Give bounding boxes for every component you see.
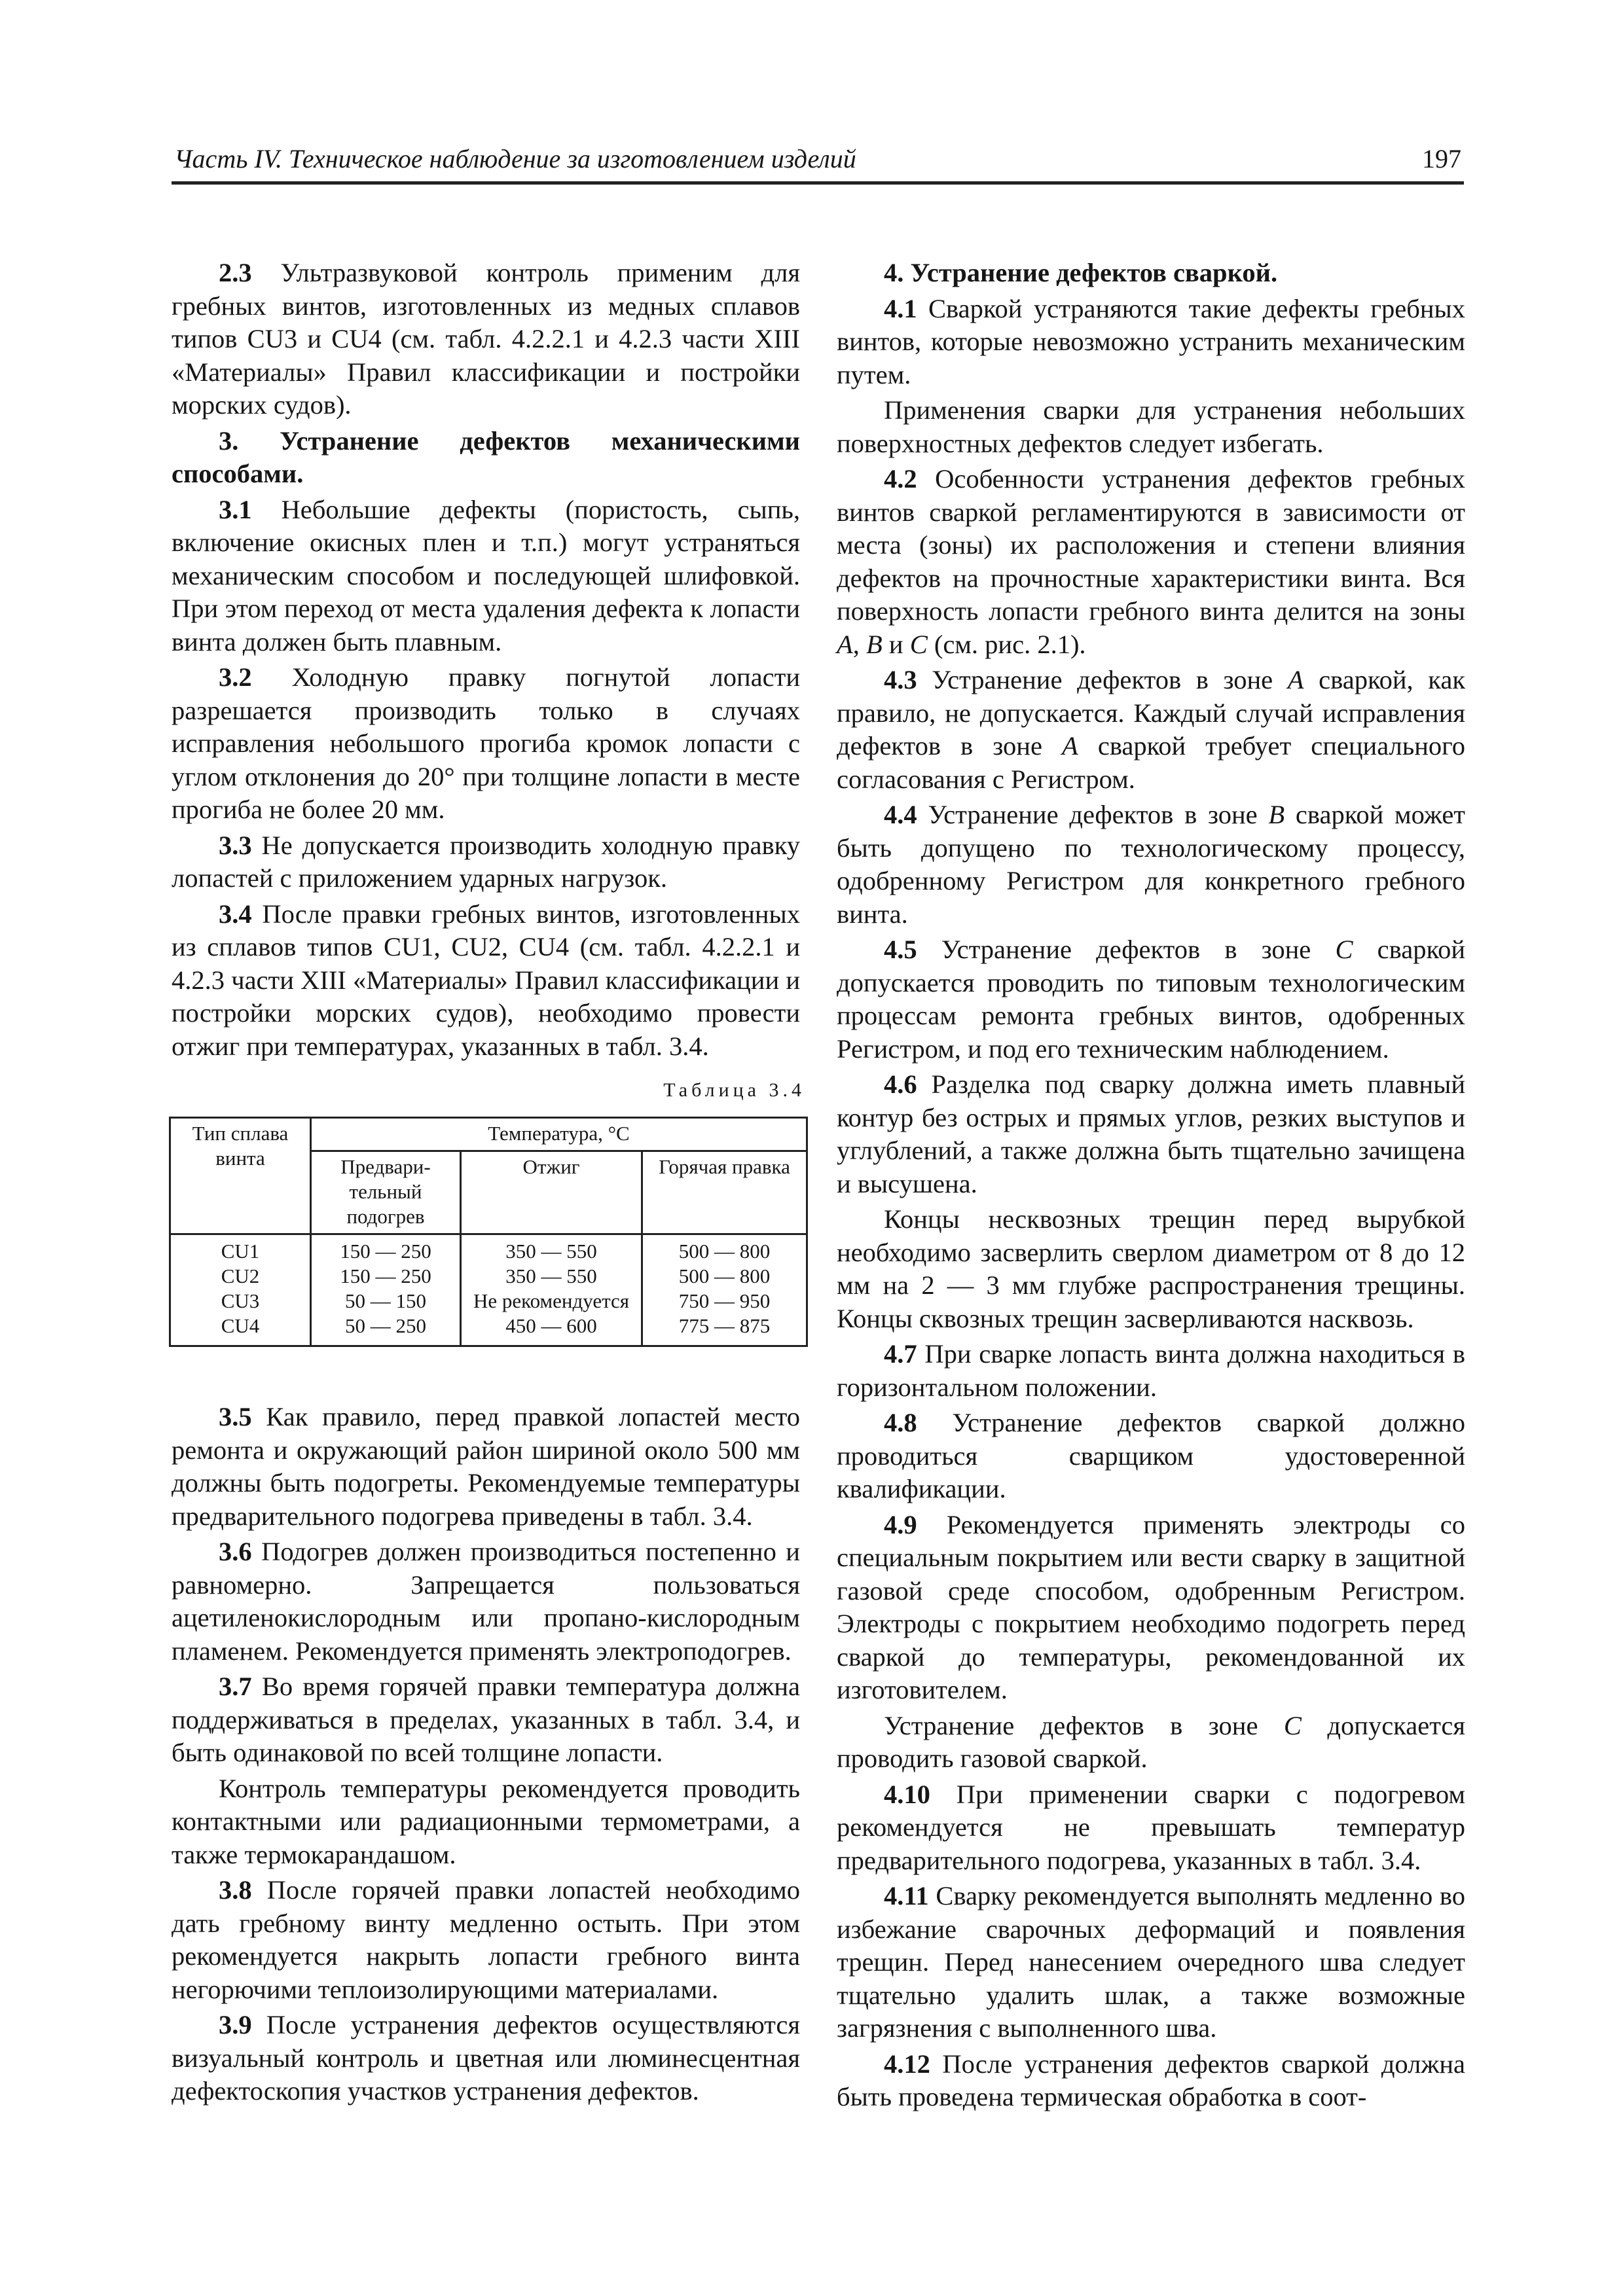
paragraph-4-1 xyxy=(837,293,1465,392)
zone-letter: B xyxy=(1268,800,1285,829)
paragraph-text: сваркой может быть допущено по технологическому процессу, одобренному Регистром для конкретного гребного винта. xyxy=(837,800,1465,929)
clause-number: 3.1 xyxy=(219,494,252,524)
clause-number: 3.4 xyxy=(219,899,252,929)
clause-number: 4.7 xyxy=(884,1339,917,1369)
clause-number: 4.6 xyxy=(884,1069,917,1099)
clause-number: 3.5 xyxy=(219,1402,252,1431)
table-caption: Таблица 3.4 xyxy=(663,1079,805,1101)
paragraph-4-8 xyxy=(837,1407,1465,1506)
paragraph-2-3 xyxy=(172,257,800,422)
paragraph-3-4 xyxy=(172,898,800,1064)
paragraph-text: После горячей правки лопастей необходимо дать гребному винту медленно остыть. При этом рекомендуется накрыть лопасти гребного винта негорючими теплоизолирующими материалами. xyxy=(172,1875,800,2004)
paragraph-text: сваркой, как правило, не допускается. Каждый случай исправления дефектов в зоне xyxy=(837,665,1465,761)
cell-hot: 500 — 800 500 — 800 750 — 950 775 — 875 xyxy=(642,1234,807,1346)
paragraph-text: Холодную правку погнутой лопасти разрешается производить только в случаях исправления небольшого прогиба кромок лопасти с углом отклонения до 20° при толщине лопасти в месте прогиба не более 20 мм. xyxy=(172,662,800,824)
temperature-table xyxy=(169,1117,808,1347)
header-alloy-type: Тип сплава винта xyxy=(170,1118,311,1234)
paragraph-text: Подогрев должен производиться постепенно и равномерно. Запрещается пользоваться ацетиленокислородным или пропано-кислородным пламенем. Рекомендуется применять электроподогрев. xyxy=(172,1537,800,1666)
paragraph-text: допускается проводить газовой сваркой. xyxy=(837,1710,1465,1773)
clause-number: 4.3 xyxy=(884,665,917,694)
clause-number: 4.10 xyxy=(884,1779,930,1809)
right-column xyxy=(837,257,1465,2117)
zone-letter: C xyxy=(1283,1710,1302,1740)
clause-number: 4.9 xyxy=(884,1509,917,1539)
paragraph-4-12 xyxy=(837,2048,1465,2114)
header-anneal: Отжиг xyxy=(461,1151,642,1234)
paragraph-text: После устранения дефектов осуществляются визуальный контроль и цветная или люминесцентная дефектоскопия участков устранения дефектов. xyxy=(172,2010,800,2106)
cell-preheat: 150 — 250 150 — 250 50 — 150 50 — 250 xyxy=(311,1234,461,1346)
paragraph-4-10 xyxy=(837,1778,1465,1878)
zone-letter: B xyxy=(866,629,883,659)
paragraph-text: Сваркой устраняются такие дефекты гребных винтов, которые невозможно устранить механическим путем. xyxy=(837,293,1465,389)
clause-number: 3.3 xyxy=(219,830,252,860)
clause-number: 3.6 xyxy=(219,1537,252,1566)
paragraph-text: сваркой допускается проводить по типовым технологическим процессам ремонта гребных винтов, одобренных Регистром, и под его техническим наблюдением. xyxy=(837,935,1465,1064)
zone-letter: C xyxy=(909,629,928,659)
paragraph-text: Во время горячей правки температура должна поддерживаться в пределах, указанных в табл. 3.4, и быть одинаковой по всей толщине лопасти. xyxy=(172,1672,800,1767)
paragraph-text: Как правило, перед правкой лопастей место ремонта и окружающий район шириной около 500 мм должны быть подогреты. Рекомендуемые температуры предварительного подогрева приведены в табл. 3.4. xyxy=(172,1402,800,1531)
paragraph-text: Не допускается производить холодную правку лопастей с приложением ударных нагрузок. xyxy=(172,830,800,893)
paragraph-text: Рекомендуется применять электроды со специальным покрытием или вести сварку в защитной газовой среде способом, одобренным Регистром. Электроды с покрытием необходимо подогреть перед сваркой до температуры, рекомендованной их изготовителем. xyxy=(837,1509,1465,1704)
clause-number: 4.2 xyxy=(884,464,917,493)
paragraph-3-1 xyxy=(172,493,800,659)
paragraph-3-7 xyxy=(172,1670,800,1770)
paragraph-4-9 xyxy=(837,1509,1465,1707)
header-title: Часть IV. Техническое наблюдение за изготовлением изделий xyxy=(174,144,856,173)
paragraph-4-2 xyxy=(837,463,1465,661)
paragraph-3-7-continued: Контроль температуры рекомендуется проводить контактными или радиационными термометрами, а также термокарандашом. xyxy=(172,1773,800,1869)
paragraph-text: Сварку рекомендуется выполнять медленно во избежание сварочных деформаций и появления трещин. Перед нанесением очередного шва следует тщательно удалить шлак, а также возможные загрязнения с выполненного шва. xyxy=(837,1881,1465,2043)
clause-number: 3.9 xyxy=(219,2010,252,2039)
clause-number: 4.11 xyxy=(884,1881,929,1910)
zone-letter: C xyxy=(1335,935,1353,964)
clause-number: 3.7 xyxy=(219,1672,252,1701)
paragraph-text: После устранения дефектов сваркой должна быть проведена термическая обработка в соот- xyxy=(837,2049,1465,2111)
zone-letter: A xyxy=(1287,665,1304,694)
clause-number: 4.5 xyxy=(884,935,917,964)
paragraph-text: Устранение дефектов в зоне xyxy=(917,665,1288,694)
header-temperature: Температура, °C xyxy=(311,1118,807,1151)
paragraph-3-9 xyxy=(172,2009,800,2108)
paragraph-4-7 xyxy=(837,1338,1465,1404)
paragraph-text: При применении сварки с подогревом рекомендуется не превышать температур предварительного подогрева, указанных в табл. 3.4. xyxy=(837,1779,1465,1875)
paragraph-4-1-continued: Применения сварки для устранения небольших поверхностных дефектов следует избегать. xyxy=(837,395,1465,458)
paragraph-text: Разделка под сварку должна иметь плавный контур без острых и прямых углов, резких выступов и углублений, а также должна быть тщательно зачищена и высушена. xyxy=(837,1069,1465,1198)
paragraph-text: Устранение дефектов в зоне xyxy=(917,800,1269,829)
left-column xyxy=(172,257,805,2111)
section-4-heading: 4. Устранение дефектов сваркой. xyxy=(884,258,1278,287)
clause-number: 4.4 xyxy=(884,800,917,829)
cell-anneal: 350 — 550 350 — 550 Не рекомендуется 450 — 600 xyxy=(461,1234,642,1346)
cell-alloys: CU1 CU2 CU3 CU4 xyxy=(170,1234,311,1346)
paragraph-4-6 xyxy=(837,1068,1465,1200)
clause-number: 3.8 xyxy=(219,1875,252,1905)
paragraph-3-2 xyxy=(172,661,800,827)
paragraph-3-3 xyxy=(172,829,800,895)
paragraph-3-6 xyxy=(172,1535,800,1668)
paragraph-text: (см. рис. 2.1). xyxy=(927,629,1086,659)
paragraph-4-11 xyxy=(837,1880,1465,2045)
paragraph-text: Устранение дефектов в зоне xyxy=(917,935,1336,964)
zone-letter: A xyxy=(837,629,853,659)
running-header xyxy=(172,141,1464,185)
clause-number: 4.1 xyxy=(884,293,917,323)
paragraph-text: После правки гребных винтов, изготовленных из сплавов типов CU1, CU2, CU4 (см. табл. 4.2.2.1 и 4.2.3 части XIII «Материалы» Правил классификации и постройки морских судов), необходимо провести отжиг при температурах, указанных в табл. 3.4. xyxy=(172,899,800,1061)
clause-number: 4.8 xyxy=(884,1408,917,1437)
clause-number: 4.12 xyxy=(884,2049,930,2079)
paragraph-4-3 xyxy=(837,664,1465,796)
paragraph-4-6-continued: Концы несквозных трещин перед вырубкой необходимо засверлить сверлом диаметром от 8 до 12 мм на 2 — 3 мм глубже распространения трещины. Концы сквозных трещин засверливаются насквозь. xyxy=(837,1204,1465,1333)
paragraph-text: Устранение дефектов сваркой должно проводиться сварщиком удостоверенной квалификации. xyxy=(837,1408,1465,1503)
paragraph-text: и xyxy=(882,629,910,659)
paragraph-text: , xyxy=(852,629,866,659)
paragraph-4-9-continued xyxy=(837,1710,1465,1776)
paragraph-3-8 xyxy=(172,1874,800,2006)
paragraph-4-5 xyxy=(837,933,1465,1066)
zone-letter: A xyxy=(1062,731,1078,761)
header-preheat: Предвари-тельный подогрев xyxy=(311,1151,461,1234)
header-hot-straightening: Горячая правка xyxy=(642,1151,807,1234)
clause-number: 2.3 xyxy=(219,258,252,287)
paragraph-3-5 xyxy=(172,1401,800,1533)
paragraph-text: Небольшие дефекты (пористость, сыпь, включение окисных плен и т.п.) могут устраняться механическим способом и последующей шлифовкой. При этом переход от места удаления дефекта к лопасти винта должен быть плавным. xyxy=(172,494,800,656)
paragraph-text: Ультразвуковой контроль применим для гребных винтов, изготовленных из медных сплавов типов CU3 и CU4 (см. табл. 4.2.2.1 и 4.2.3 части XIII «Материалы» Правил классификации и постройки морских судов). xyxy=(172,258,800,420)
paragraph-text: Устранение дефектов в зоне xyxy=(884,1710,1284,1740)
paragraph-text: При сварке лопасть винта должна находиться в горизонтальном положении. xyxy=(837,1339,1465,1402)
paragraph-text: Особенности устранения дефектов гребных винтов сваркой регламентируются в зависимости от места (зоны) их расположения и степени влияния дефектов на прочностные характеристики винта. Вся поверхность лопасти гребного винта делится на зоны xyxy=(837,464,1465,626)
paragraph-text: сваркой требует специального согласования с Регистром. xyxy=(837,731,1465,794)
clause-number: 3.2 xyxy=(219,662,252,692)
paragraph-4-4 xyxy=(837,798,1465,931)
section-3-heading: 3. Устранение дефектов механическими способами. xyxy=(172,425,800,488)
page-number: 197 xyxy=(1422,144,1461,173)
